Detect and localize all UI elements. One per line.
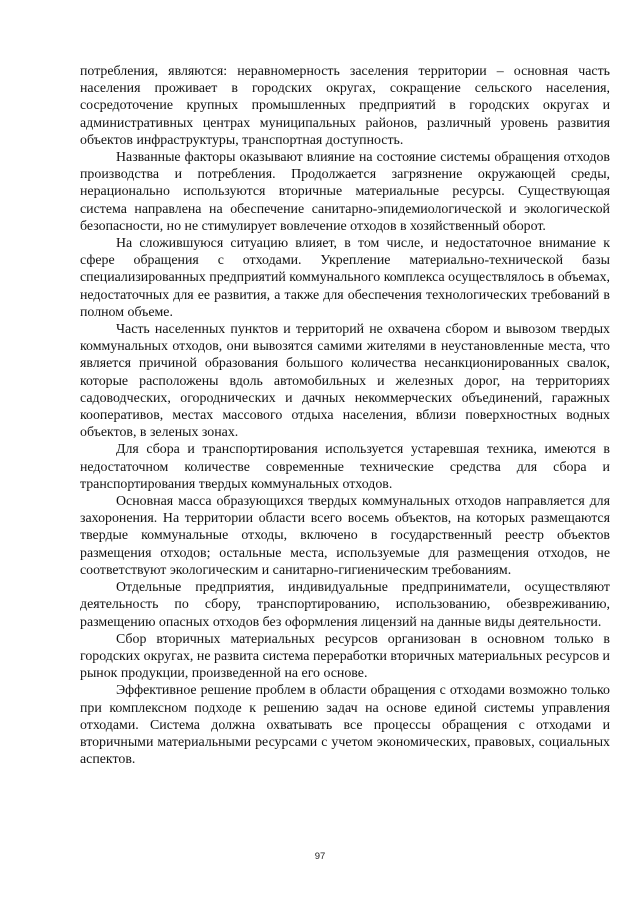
paragraph-equipment: Для сбора и транспортирования используется устаревшая техника, имеются в недостаточном количестве современные технические средства для сбора и транспортирования твердых коммунальных отходов. [80,442,610,492]
paragraph-collection-coverage: Часть населенных пунктов и территорий не охвачена сбором и вывозом твердых коммунальных отходов, они вывозятся самими жителями в неустановленные места, что является причиной образования большого количества несанкционированных свалок, которые расположены вдоль автомобильных и железных дорог, на территориях садоводческих, огороднических и дачных некоммерческих объединений, гаражных кооперативов, местах массового отдыха населения, вблизи поверхностных водных объектов, в зеленых зонах. [80,322,610,441]
paragraph-continuation: потребления, являются: неравномерность заселения территории – основная часть населения проживает в городских округах, сокращение сельского населения, сосредоточение крупных промышленных предприятий в городских округах и административных центрах муниципальных районов, различный уровень развития объектов инфраструктуры, транспортная доступность. [80,64,610,148]
paragraph-solution: Эффективное решение проблем в области обращения с отходами возможно только при комплексном подходе к решению задач на основе единой системы управления отходами. Система должна охватывать все процессы обращения с отходами и вторичными материальными ресурсами с учетом экономических, правовых, социальных аспектов. [80,683,610,768]
paragraph-attention: На сложившуюся ситуацию влияет, в том числе, и недостаточное внимание к сфере обращения с отходами. Укрепление материально-технической базы специализированных предприятий коммунального комплекса осуществлялось в объемах, недостаточных для ее развития, а также для обеспечения технологических требований в полном объеме. [80,236,610,320]
paragraph-factors: Названные факторы оказывают влияние на состояние системы обращения отходов производства и потребления. Продолжается загрязнение окружающей среды, нерационально используются вторичные материальные ресурсы. Существующая система направлена на обеспечение санитарно-эпидемиологической и экологической безопасности, но не стимулирует вовлечение отходов в хозяйственный оборот. [80,150,610,234]
document-body [80,63,610,768]
paragraph-licensing: Отдельные предприятия, индивидуальные предприниматели, осуществляют деятельность по сбору, транспортированию, использованию, обезвреживанию, размещению опасных отходов без оформления лицензий на данные виды деятельности. [80,580,610,630]
page-number: 97 [314,851,326,862]
paragraph-secondary-resources: Сбор вторичных материальных ресурсов организован в основном только в городских округах, не развита система переработки вторичных материальных ресурсов и рынок продукции, произведенной на его основе. [80,631,610,682]
paragraph-disposal: Основная масса образующихся твердых коммунальных отходов направляется для захоронения. На территории области всего восемь объектов, на которых размещаются твердые коммунальные отходы, включено в государственный реестр объектов размещения отходов; остальные места, используемые для размещения отходов, не соответствуют экологическим и санитарно-гигиеническим требованиям. [80,494,610,578]
